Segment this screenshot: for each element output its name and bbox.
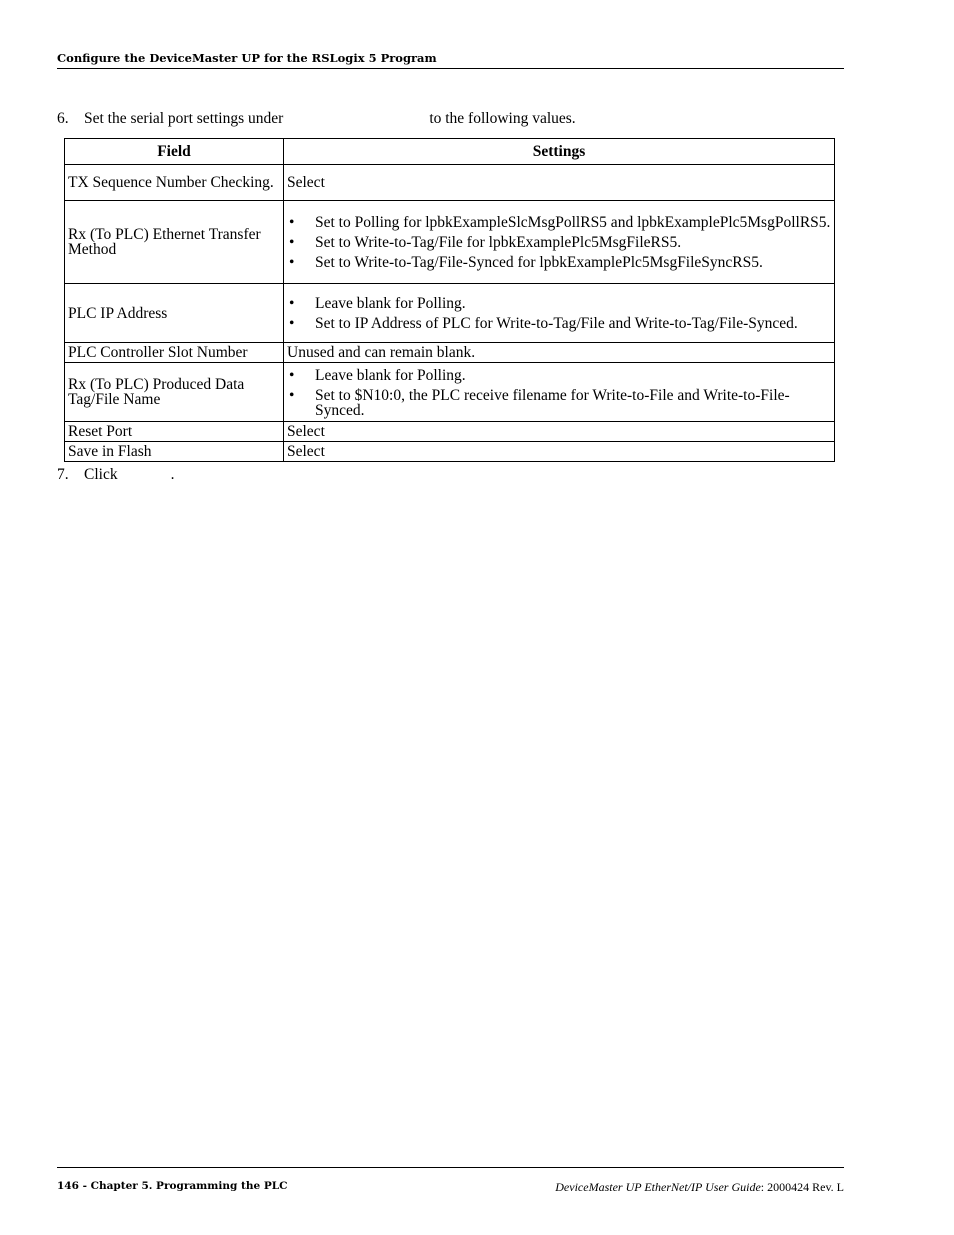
list-item: • Set to Polling for lpbkExampleSlcMsgPollRS5 and lpbkExamplePlc5MsgPollRS5. (289, 214, 831, 231)
field-cell: PLC Controller Slot Number (65, 343, 284, 363)
footer-rule (57, 1167, 844, 1168)
table-row (65, 284, 835, 343)
field-cell: PLC IP Address (65, 284, 284, 343)
setting-cell (284, 284, 835, 343)
field-cell: Reset Port (65, 422, 284, 442)
step-6 (57, 110, 576, 128)
column-header-field: Field (65, 139, 284, 165)
column-header-settings: Settings (284, 139, 835, 165)
header-rule (57, 68, 844, 69)
table-row (65, 201, 835, 284)
field-cell: TX Sequence Number Checking. (65, 165, 284, 201)
bullet-icon: • (289, 234, 295, 251)
list-item: • Leave blank for Polling. (289, 295, 466, 312)
setting-cell: Select (284, 442, 835, 462)
table-row (65, 442, 835, 462)
table-row (65, 422, 835, 442)
list-item: • Set to Write-to-Tag/File-Synced for lpbkExamplePlc5MsgFileSyncRS5. (289, 254, 763, 271)
footer-page-label: 146 - Chapter 5. Programming the PLC (57, 1180, 288, 1192)
step-text-after: to the following values. (429, 110, 576, 127)
field-cell: Rx (To PLC) Ethernet Transfer Method (65, 201, 284, 284)
list-item: • Set to Write-to-Tag/File for lpbkExamplePlc5MsgFileRS5. (289, 234, 682, 251)
step-number: 7. (57, 466, 69, 483)
setting-cell: Select (284, 165, 835, 201)
list-item: • Set to $N10:0, the PLC receive filename for Write-to-File and Write-to-File-Synced. (289, 386, 790, 419)
field-cell: Save in Flash (65, 442, 284, 462)
bullet-icon: • (289, 254, 295, 271)
table-row (65, 363, 835, 422)
field-cell: Rx (To PLC) Produced Data Tag/File Name (65, 363, 284, 422)
bullet-icon: • (289, 214, 295, 231)
table-row (65, 343, 835, 363)
bullet-icon: • (289, 295, 295, 312)
bullet-icon: • (289, 366, 295, 384)
step-text-after: . (170, 466, 175, 483)
bullet-icon: • (289, 386, 295, 404)
step-text-before: Set the serial port settings under (84, 110, 284, 127)
footer-doc-title: DeviceMaster UP EtherNet/IP User Guide: 2000424 Rev. L (555, 1180, 844, 1194)
table-row (65, 165, 835, 201)
step-7 (57, 466, 174, 484)
setting-cell: Unused and can remain blank. (284, 343, 835, 363)
setting-cell: Select (284, 422, 835, 442)
list-item: • Set to IP Address of PLC for Write-to-Tag/File and Write-to-Tag/File-Synced. (289, 315, 798, 332)
setting-cell (284, 201, 835, 284)
setting-cell (284, 363, 835, 422)
settings-table (64, 138, 835, 462)
running-header: Configure the DeviceMaster UP for the RSLogix 5 Program (57, 51, 437, 65)
list-item: • Leave blank for Polling. (289, 366, 466, 384)
step-text-before: Click (84, 466, 118, 483)
bullet-icon: • (289, 315, 295, 332)
table-header-row (65, 139, 835, 165)
step-number: 6. (57, 110, 69, 127)
